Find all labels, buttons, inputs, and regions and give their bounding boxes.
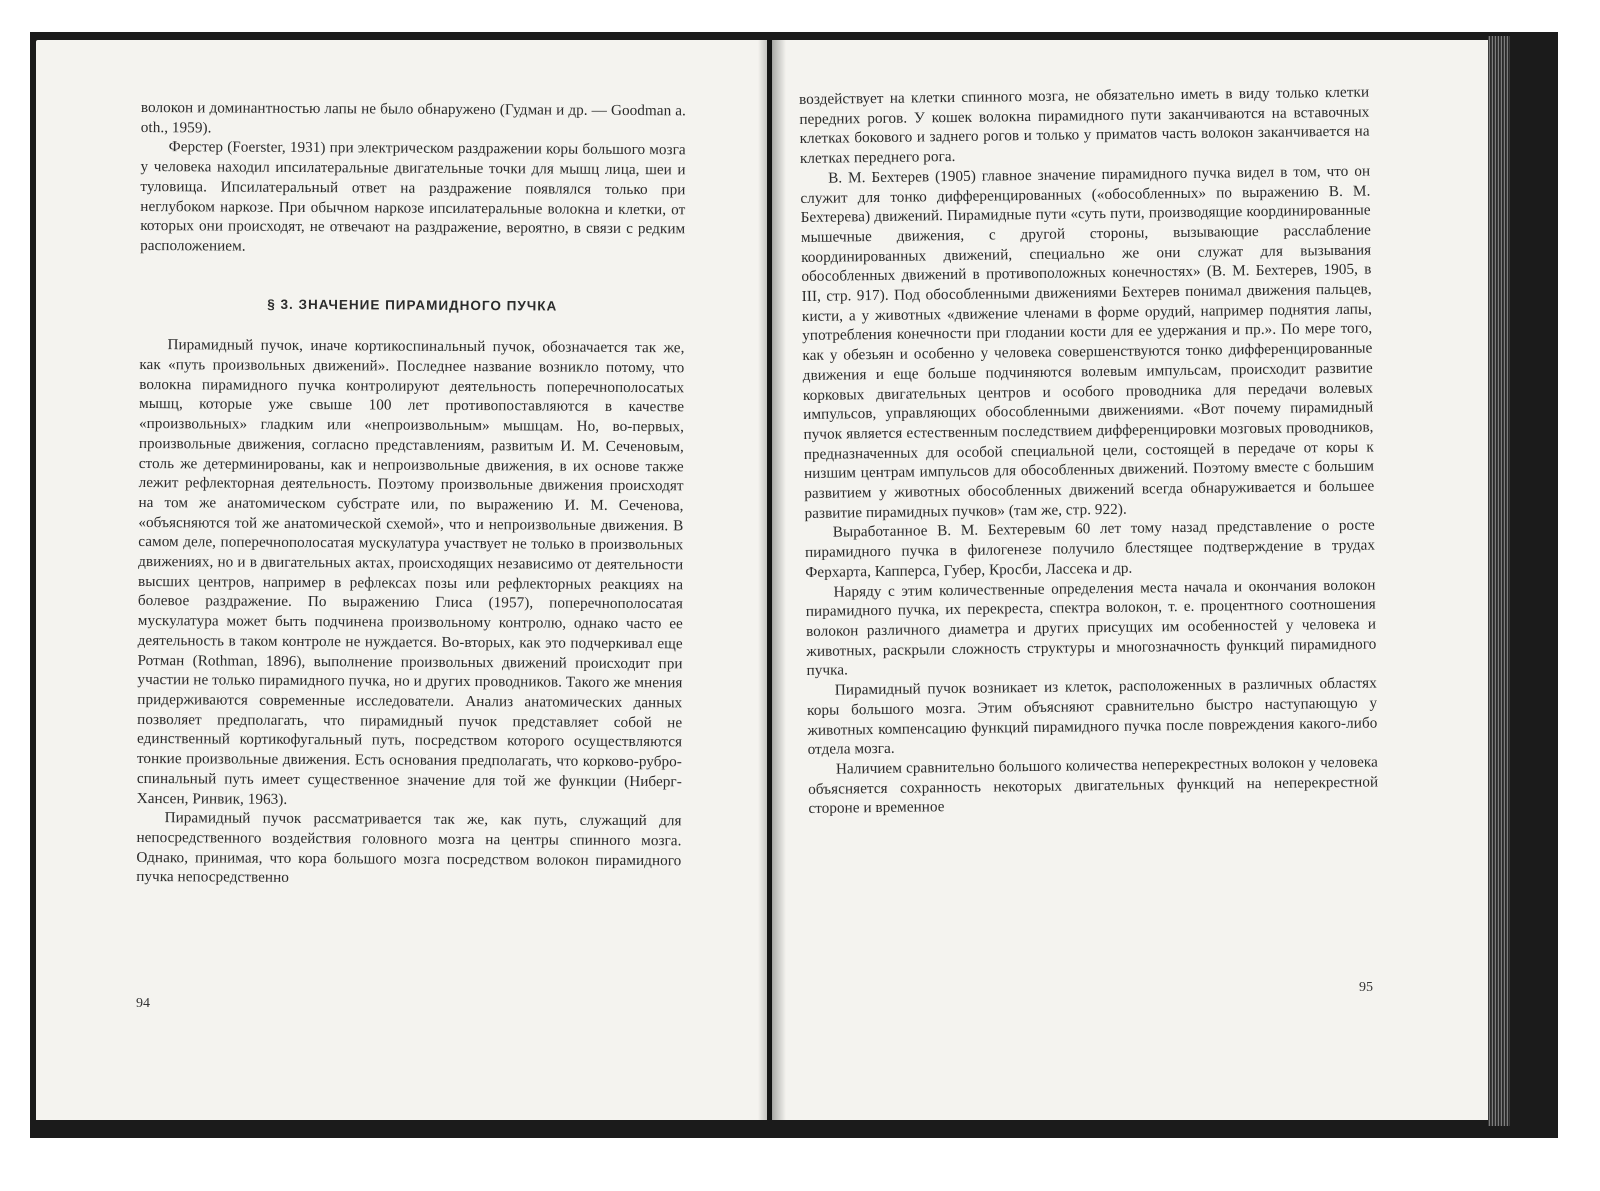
right-page — [772, 40, 1488, 1120]
right-text-column — [799, 83, 1378, 819]
left-text-column — [136, 98, 686, 890]
paragraph: В. М. Бехтерев (1905) главное значение пирамидного пучка видел в том, что он служит для тонко дифференцированных («обособленных» по выражению В. М. Бехтерева) движений. Пирамидные пути «суть пути, производящие координированные мышечные движения, с другой стороны, вызывающие расслабление координированных движений, специально же они служат для вызывания обособленных движений в противоположных конечностях» (В. М. Бехтерев, 1905, в III, стр. 917). Под обособленными движениями Бехтерев понимал движения пальцев, кисти, а у животных «движение членами в форме орудий, например поднятия лапы, употребления конечности при глодании кости для ее удержания и пр.». По мере того, как у обезьян и особенно у человека совершенствуются тонко дифференцированные движения и еще больше подчиняются волевым импульсам, происходит развитие корковых двигательных центров и особого проводника для передачи волевых импульсов, управляющих обособленными движениями. «Вот почему пирамидный пучок является естественным последствием дифференцировки мозговых проводников, предназначенных для особой специальной цели, состоящей в передаче от коры к низшим центрам импульсов для обособленных движений. Поэтому вместе с большим развитием у животных обособленных движений всегда обнаруживается и большее развитие пирамидных пучков» (там же, стр. 922). — [800, 162, 1375, 522]
paragraph: воздействует на клетки спинного мозга, не обязательно иметь в виду только клетки передних рогов. У кошек волокна пирамидного пути заканчиваются на вставочных клетках бокового и заднего рогов и только у приматов часть волокон заканчивается на клетках переднего рога. — [799, 83, 1370, 168]
paragraph: Наряду с этим количественные определения места начала и окончания волокон пирамидного пучка, их перекреста, спектра волокон, т. е. процентного соотношения волокон различного диаметра и других присущих им особенностей у человека и животных, раскрыли сложность структуры и многозначность функций пирамидного пучка. — [805, 576, 1377, 680]
page-number: 95 — [1359, 980, 1373, 995]
page-edges — [1488, 36, 1510, 1126]
page-number: 94 — [136, 996, 150, 1011]
paragraph: Выработанное В. М. Бехтеревым 60 лет тому назад представление о росте пирамидного пучка в филогенезе получило блестящее подтверждение в трудах Ферхарта, Капперса, Губер, Кросби, Лассека и др. — [804, 516, 1376, 581]
book-gutter-shadow — [758, 40, 786, 1120]
paragraph: Пирамидный пучок рассматривается так же, как путь, служащий для непосредственного воздействия головного мозга на центры спинного мозга. Однако, принимая, что кора большого мозга посредством волокон пирамидного пучка непосредственно — [136, 809, 682, 887]
paragraph: Пирамидный пучок возникает из клеток, расположенных в различных областях коры большого мозга. Этим объясняют сравнительно быстро наступающую у животных компенсацию функций пирамидного пучка после повреждения какого-либо отдела мозга. — [807, 674, 1378, 759]
paragraph: Ферстер (Foerster, 1931) при электрическом раздражении коры большого мозга у человека находил ипсилатеральные двигательные точки для мышц лица, шеи и туловища. Ипсилатеральный ответ на раздражение появлялся только при неглубоком наркозе. При обычном наркозе ипсилатеральные волокна и клетки, от которых они происходят, не отвечают на раздражение, вероятно, в связи с редким расположением. — [140, 138, 686, 255]
left-page — [36, 40, 767, 1120]
paragraph: волокон и доминантностью лапы не было обнаружено (Гудман и др. — Goodman a. oth., 1959). — [140, 98, 686, 137]
paragraph: Пирамидный пучок, иначе кортикоспинальный пучок, обозначается так же, как «путь произвольных движений». Последнее название возникло потому, что волокна пирамидного пучка контролируют деятельность поперечнополосатых мышц, которые уже свыше 100 лет противопоставляются в качестве «произвольных» гладким или «непроизвольным» мышцам. Но, во-первых, произвольные движения, согласно представлениям, развитым И. М. Сеченовым, столь же детерминированы, как и непроизвольные движения, в их основе также лежит рефлекторная деятельность. Поэтому произвольные движения происходят на том же анатомическом субстрате или, по выражению И. М. Сеченова, «объясняются той же анатомической схемой», что и непроизвольные движения. В самом деле, поперечнополосатая мускулатура участвует не только в произвольных движениях, но и в двигательных актах, происходящих независимо от деятельности высших центров, например в рефлексах позы или рефлекторных реакциях на болевое раздражение. По выражению Глиса (1957), поперечнополосатая мускулатура может быть подчинена произвольному контролю, однако часто ее деятельность в таком контроле не нуждается. Во-вторых, как это подчеркивал еще Ротман (Rothman, 1896), выполнение произвольных движений происходит при участии не только пирамидного пучка, но и других проводников. Такого же мнения придерживаются современные исследователи. Анализ анатомических данных позволяет предполагать, что пирамидный пучок представляет собой не единственный кортикофугальный путь, посредством которого осуществляются тонкие произвольные движения. Есть основания предполагать, что корково-рубро-спинальный путь имеет существенное значение для той же функции (Ниберг-Хансен, Ринвик, 1963). — [136, 336, 685, 808]
section-heading: § 3. ЗНАЧЕНИЕ ПИРАМИДНОГО ПУЧКА — [267, 296, 558, 314]
paragraph: Наличием сравнительно большого количества неперекрестных волокон у человека объясняется сохранность некоторых двигательных функций на неперекрестной стороне и временное — [808, 753, 1379, 818]
